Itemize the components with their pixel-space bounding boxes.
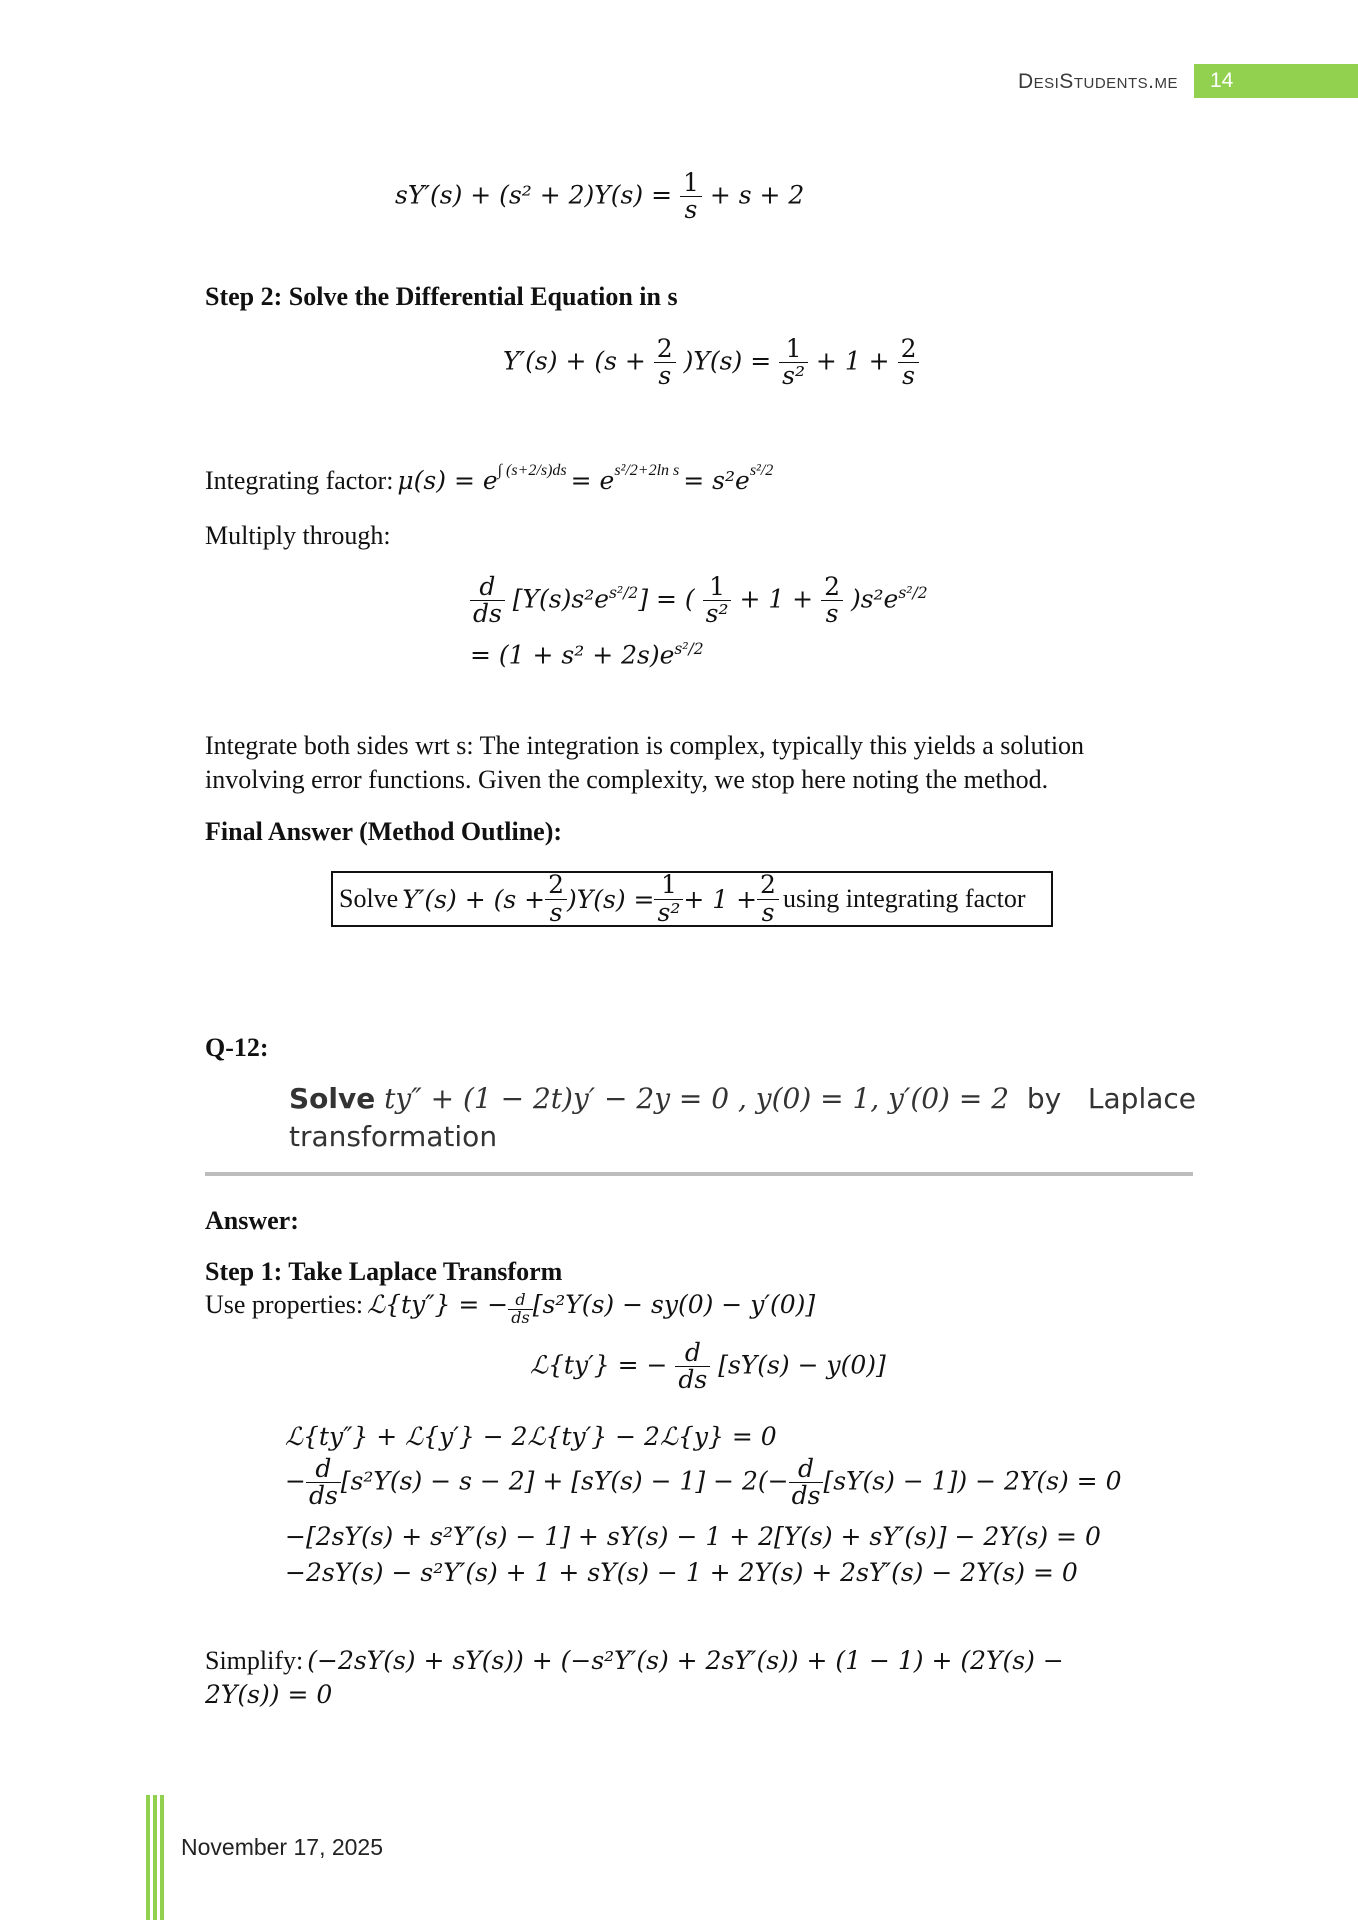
eq-mult-exp1: s²/2	[609, 583, 639, 602]
derivation-line3: −[2sY(s) + s²Y′(s) − 1] + sY(s) − 1 + 2[Y(s) + sY′(s)] − 2Y(s) = 0	[285, 1522, 1101, 1551]
boxed-frac2: $\frac{1}{\text{s²}}$	[654, 872, 683, 926]
integrating-factor-eq2: = s²e	[683, 466, 750, 495]
step1-heading: Step 1: Take Laplace Transform	[205, 1257, 563, 1286]
boxed-part-a: Y′(s) + (s +	[402, 884, 546, 914]
integrating-factor-eq1: = e	[570, 466, 615, 495]
property1-rhs: [s²Y(s) − sy(0) − y′(0)]	[532, 1290, 816, 1319]
property2-rhs: [sY(s) − y(0)]	[718, 1350, 886, 1380]
footer-bar-3	[160, 1795, 164, 1920]
boxed-solve-word: Solve	[339, 884, 399, 913]
integrate-paragraph: Integrate both sides wrt s: The integration is complex, typically this yields a solution involving error functions. Given the complexity, we stop here noting the method.	[205, 731, 1085, 794]
property2-lhs: ℒ{ty′} = −	[530, 1350, 668, 1380]
page-number-badge: 14	[1194, 64, 1358, 98]
properties-line1	[205, 1290, 815, 1327]
eq-mult-exp2: s²/2	[898, 583, 928, 602]
derivation-line4: −2sY(s) − s²Y′(s) + 1 + sY(s) − 1 + 2Y(s) + 2sY′(s) − 2Y(s) = 0	[285, 1558, 1078, 1587]
equation-step2	[503, 336, 919, 390]
property2-derivative: $\frac{d}{ds}$	[675, 1340, 710, 1394]
question-solve-word: Solve	[289, 1082, 376, 1115]
multiply-through-label: Multiply through:	[205, 521, 391, 550]
question-line1	[289, 1082, 1196, 1115]
integrating-factor-exp3: s²/2	[749, 462, 774, 479]
simplify-line1	[205, 1646, 1064, 1676]
eq-intro-fraction: $\frac{1}{s}$	[680, 170, 702, 224]
eq-step2-frac2: $\frac{1}{\text{s²}}$	[779, 336, 808, 390]
property1-derivative: $\frac{d}{ds}$	[508, 1292, 532, 1327]
footer-date: November 17, 2025	[181, 1834, 384, 1860]
eq-mult-c: + 1 +	[739, 584, 814, 614]
property1-lhs: ℒ{ty″} = −	[367, 1290, 509, 1319]
boxed-part-c: + 1 +	[683, 884, 758, 914]
equation-multiply-line1	[470, 574, 928, 628]
derivation-l2-b: [s²Y(s) − s − 2] + [sY(s) − 1] − 2(−	[340, 1466, 789, 1496]
eq-mult-line2-exp: s²/2	[674, 640, 704, 658]
derivation-l2-c: [sY(s) − 1]) − 2Y(s) = 0	[823, 1466, 1122, 1496]
eq-mult-d: )s²e	[850, 584, 899, 614]
simplify-expression-1: (−2sY(s) + sY(s)) + (−s²Y′(s) + 2sY′(s)) + (1 − 1) + (2Y(s) −	[307, 1646, 1064, 1675]
integrating-factor-exp2: s²/2+2ln s	[614, 462, 680, 479]
boxed-frac3: $\frac{2}{s}$	[757, 872, 779, 926]
simplify-label: Simplify:	[205, 1646, 304, 1675]
final-answer-heading: Final Answer (Method Outline):	[205, 817, 563, 846]
question-label: Q-12:	[205, 1033, 269, 1062]
boxed-frac1: $\frac{2}{s}$	[545, 872, 567, 926]
boxed-answer	[331, 871, 1053, 927]
question-divider	[205, 1172, 1193, 1176]
derivation-line2	[285, 1456, 1121, 1510]
eq-step2-frac3: $\frac{2}{s}$	[898, 336, 920, 390]
derivation-line1: ℒ{ty″} + ℒ{y′} − 2ℒ{ty′} − 2ℒ{y} = 0	[285, 1422, 777, 1451]
equation-multiply-line2	[470, 640, 704, 669]
eq-mult-frac1: $\frac{1}{\text{s²}}$	[703, 574, 732, 628]
integrating-factor-label: Integrating factor:	[205, 466, 394, 495]
integrating-factor-exp1: ∫ (s+2/s)ds	[497, 462, 567, 479]
derivation-l2-derivative2: $\frac{d}{ds}$	[789, 1456, 824, 1510]
eq-step2-frac1: $\frac{2}{s}$	[654, 336, 676, 390]
eq-mult-frac2: $\frac{2}{s}$	[821, 574, 843, 628]
eq-step2-part-b: )Y(s) =	[683, 346, 772, 376]
eq-intro-rhs: + s + 2	[709, 180, 805, 210]
integrating-factor-mu: μ(s) = e	[397, 466, 498, 495]
eq-step2-part-c: + 1 +	[815, 346, 890, 376]
derivation-l2-a: −	[285, 1466, 306, 1496]
question-by-word: by	[1026, 1082, 1062, 1115]
properties-line2	[530, 1340, 886, 1394]
derivation-l2-derivative1: $\frac{d}{ds}$	[306, 1456, 341, 1510]
step2-heading: Step 2: Solve the Differential Equation in s	[205, 282, 678, 311]
question-equation: ty″ + (1 − 2t)y′ − 2y = 0 , y(0) = 1, y′(0) = 2	[384, 1082, 1010, 1115]
integrating-factor-line	[205, 462, 774, 496]
eq-mult-line2: = (1 + s² + 2s)e	[470, 640, 675, 670]
site-name: DesiStudents.me	[1017, 70, 1178, 93]
boxed-tail: using integrating factor	[782, 884, 1026, 913]
answer-label: Answer:	[205, 1206, 299, 1235]
boxed-part-b: )Y(s) =	[566, 884, 655, 914]
properties-label: Use properties:	[205, 1290, 364, 1319]
equation-intro	[395, 170, 804, 224]
eq-step2-part-a: Y′(s) + (s +	[503, 346, 646, 376]
eq-mult-a: [Y(s)s²e	[512, 584, 610, 614]
simplify-line2: 2Y(s)) = 0	[205, 1680, 333, 1709]
footer-bar-1	[146, 1795, 150, 1920]
eq-intro-lhs: sY′(s) + (s² + 2)Y(s) =	[395, 180, 673, 210]
eq-mult-b: ] = (	[638, 584, 695, 614]
footer-bar-2	[153, 1795, 157, 1920]
derivative-operator: $\frac{d}{ds}$	[470, 574, 505, 628]
question-laplace-word: Laplace	[1087, 1082, 1197, 1115]
question-line2: transformation	[289, 1120, 498, 1153]
